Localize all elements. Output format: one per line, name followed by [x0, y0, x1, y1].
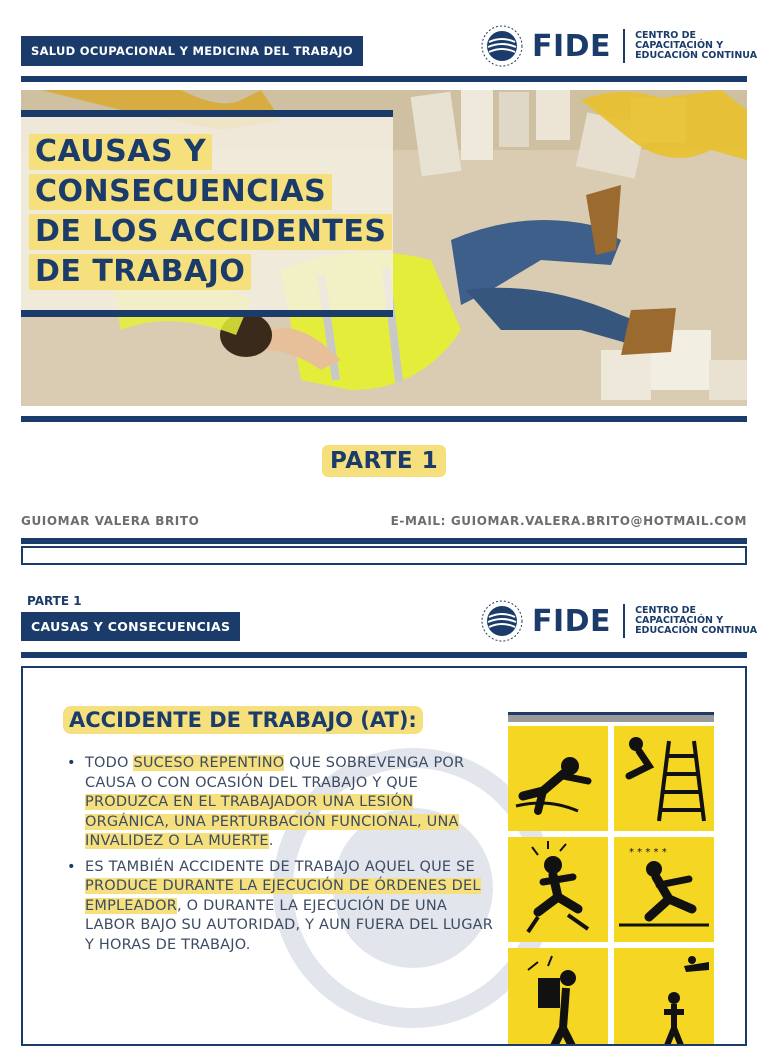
title-line-1: CAUSAS Y [29, 134, 212, 170]
footer-rule [21, 538, 747, 544]
logo-brand: FIDE [532, 603, 612, 639]
header-tag: SALUD OCUPACIONAL Y MEDICINA DEL TRABAJO [21, 36, 363, 66]
accident-icons-panel [508, 712, 714, 1046]
logo-subtitle: CENTRO DE CAPACITACIÓN Y EDUCACIÓN CONTINUA [635, 30, 758, 61]
globe-icon [480, 599, 524, 643]
slip-fall-icon [508, 726, 608, 831]
definition-list [67, 754, 497, 961]
logo-separator [623, 29, 625, 63]
falling-object-icon [508, 948, 608, 1046]
hero-bottom-rule [21, 416, 747, 422]
hero-image [21, 90, 747, 406]
author-email: E-MAIL: GUIOMAR.VALERA.BRITO@HOTMAIL.COM [390, 514, 747, 528]
section-part-label: PARTE 1 [27, 594, 82, 608]
svg-text:* * * * *: * * * * * [629, 847, 667, 858]
section-tag: CAUSAS Y CONSECUENCIAS [21, 612, 240, 641]
part-label: PARTE 1 [322, 445, 446, 477]
logo-separator [623, 604, 625, 638]
title-line-3: DE LOS ACCIDENTES [29, 214, 392, 250]
title-line-4: DE TRABAJO [29, 254, 251, 290]
title-bottom-bar [21, 310, 393, 317]
header-rule [21, 76, 747, 82]
content-panel [21, 666, 747, 1046]
globe-icon [480, 24, 524, 68]
head-injury-icon [508, 837, 608, 942]
icons-top-bar [508, 712, 714, 722]
title-top-bar [21, 110, 393, 117]
author-name: GUIOMAR VALERA BRITO [21, 514, 200, 528]
ladder-fall-icon [614, 726, 714, 831]
section-heading: ACCIDENTE DE TRABAJO (AT): [63, 706, 423, 734]
logo-subtitle: CENTRO DE CAPACITACIÓN Y EDUCACIÓN CONTINUA [635, 605, 758, 636]
electric-shock-icon [614, 837, 714, 942]
title-line-2: CONSECUENCIAS [29, 174, 332, 210]
fide-logo-2 [480, 599, 757, 643]
footer-box [21, 546, 747, 565]
list-item: • ES TAMBIÉN ACCIDENTE DE TRABAJO AQUEL QUE SE PRODUCE DURANTE LA EJECUCIÓN DE ÓRDENES DEL EMPLEADOR, O DURANTE LA EJECUCIÓN DE UNA LABOR BAJO SU AUTORIDAD, Y AUN FUERA DEL LUGAR Y HORAS DE TRABAJO. [67, 858, 497, 956]
list-item: • TODO SUCESO REPENTINO QUE SOBREVENGA POR CAUSA O CON OCASIÓN DEL TRABAJO Y QUE PRODUZCA EN EL TRABAJADOR UNA LESIÓN ORGÁNICA, UNA PERTURBACIÓN FUNCIONAL, UNA INVALIDEZ O LA MUERTE. [67, 754, 497, 852]
document-title [21, 134, 392, 294]
section-rule [21, 652, 747, 658]
fide-logo [480, 24, 757, 68]
logo-brand: FIDE [532, 28, 612, 64]
fall-from-height-icon [614, 948, 714, 1046]
